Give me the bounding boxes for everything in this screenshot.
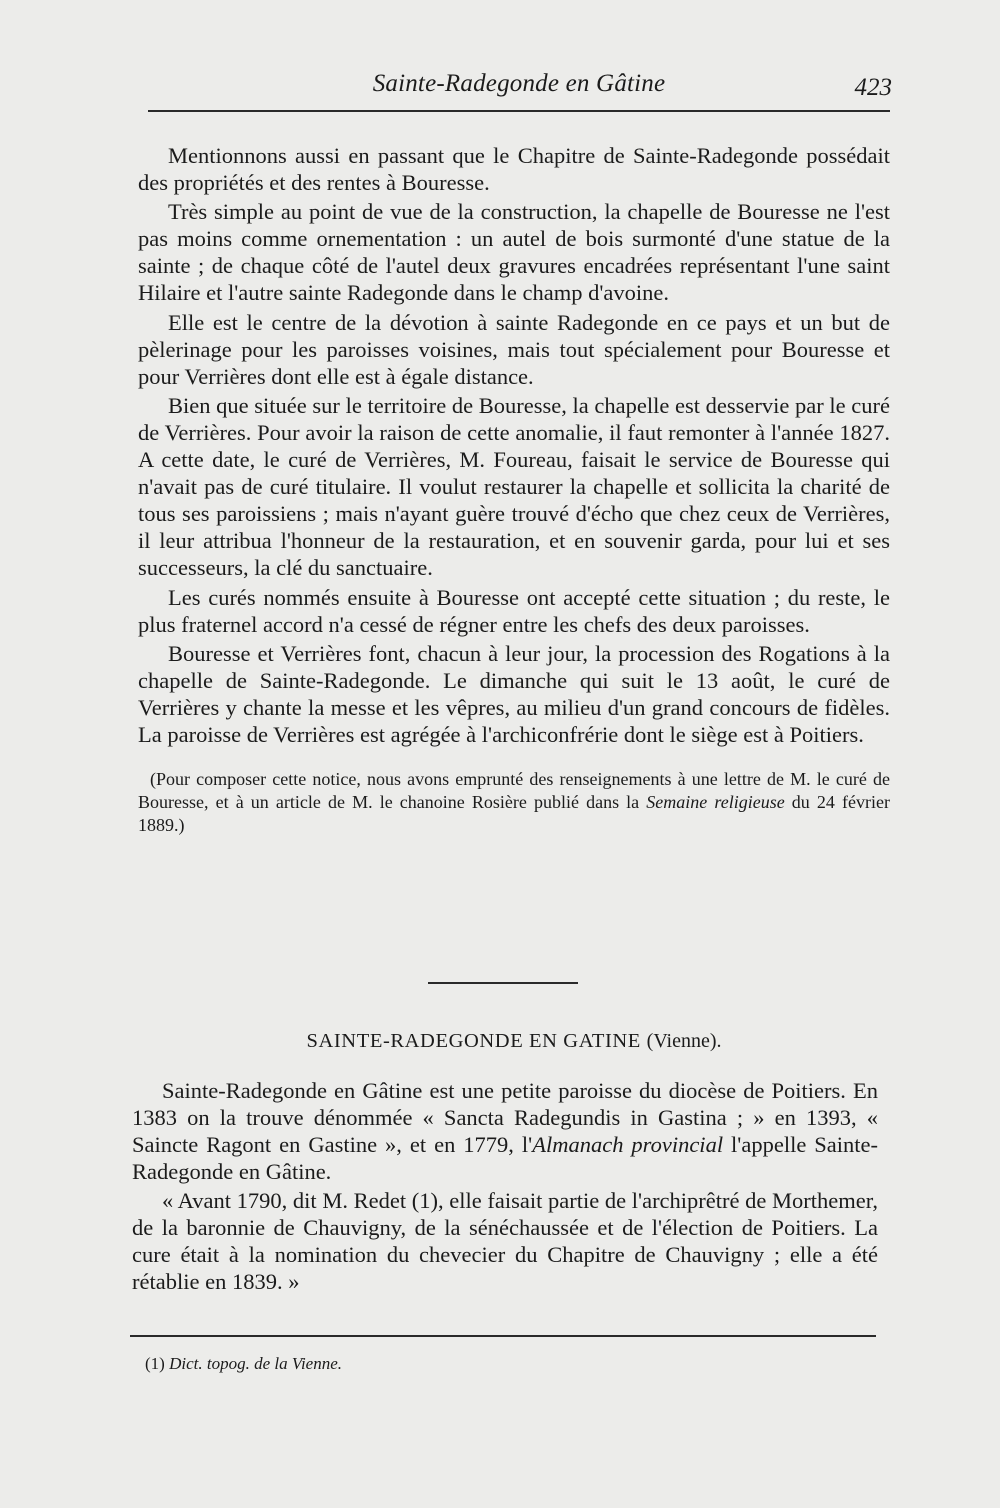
source-note: [138, 768, 890, 837]
page-number: 423: [854, 74, 892, 101]
paragraph-italic: Almanach provincial: [532, 1132, 724, 1157]
paragraph: Les curés nommés ensuite à Bouresse ont accepté cette situation ; du reste, le plus fraternel accord n'a cessé de régner entre les chefs des deux paroisses.: [138, 584, 890, 637]
main-text: [138, 142, 890, 837]
paragraph: Mentionnons aussi en passant que le Chapitre de Sainte-Radegonde possédait des propriétés et des rentes à Bouresse.: [138, 143, 890, 196]
paragraph: [132, 1077, 878, 1185]
source-note-text-end: du 24 février 1889.): [138, 792, 890, 836]
page-header: [148, 68, 890, 102]
paragraph: Elle est le centre de la dévotion à sainte Radegonde en ce pays et un but de pèlerinage pour les paroisses voisines, mais tout spécialement pour Bouresse et pour Verrières dont elle est à égale distance.: [138, 309, 890, 389]
source-note-text: (Pour composer cette notice, nous avons emprunté des renseignements à une lettre de M. le curé de Bouresse, et à un article de M. le chanoine Rosière publié dans la: [138, 769, 890, 813]
source-note-italic: Semaine religieuse: [646, 792, 785, 813]
paragraph: Bien que située sur le territoire de Bouresse, la chapelle est desservie par le curé de Verrières. Pour avoir la raison de cette anomalie, il faut remonter à l'année 1827. A cette date, le curé de Verrières, M. Foureau, faisait le service de Bouresse qui n'avait pas de curé titulaire. Il voulut restaurer la chapelle et sollicita la charité de tous ses paroissiens ; mais n'ayant guère trouvé d'écho que chez ceux de Verrières, il leur attribua l'honneur de la restauration, et en souvenir garda, pour lui et ses successeurs, la clé du sanctuaire.: [138, 392, 890, 581]
footnote-text: Dict. topog. de la Vienne.: [169, 1354, 343, 1373]
section-separator: [428, 982, 578, 984]
footnote-marker: (1): [145, 1354, 170, 1373]
paragraph: « Avant 1790, dit M. Redet (1), elle faisait partie de l'archiprêtré de Morthemer, de la baronnie de Chauvigny, de la sénéchaussée et de l'élection de Poitiers. La cure était à la nomination du chevecier du Chapitre de Chauvigny ; elle a été rétablie en 1839. »: [132, 1188, 878, 1294]
footnote-rule: [130, 1335, 876, 1337]
section-heading: [138, 1030, 890, 1053]
section-title: SAINTE-RADEGONDE EN GATINE: [306, 1030, 641, 1052]
paragraph-text: Sainte-Radegonde en Gâtine est une petite paroisse du diocèse de Poitiers. En 1383 on la trouve dénommée « Sancta Radegundis in Gastina ; » en 1393, « Saincte Ragont en Gastine », et en 1779, l': [132, 1078, 878, 1157]
paragraph: Très simple au point de vue de la construction, la chapelle de Bouresse ne l'est pas moins comme ornementation : un autel de bois surmonté d'une statue de la sainte ; de chaque côté de l'autel deux gravures encadrées représentant l'une saint Hilaire et l'autre sainte Radegonde dans le champ d'avoine.: [138, 199, 890, 306]
footnote: [145, 1353, 875, 1375]
running-title: Sainte-Radegonde en Gâtine: [372, 70, 666, 97]
section-text: [132, 1077, 878, 1297]
section-subtitle: (Vienne).: [646, 1030, 722, 1052]
header-rule: [148, 110, 890, 112]
paragraph-text-end: l'appelle Sainte-Radegonde en Gâtine.: [132, 1132, 879, 1184]
paragraph: Bouresse et Verrières font, chacun à leur jour, la procession des Rogations à la chapelle de Sainte-Radegonde. Le dimanche qui suit le 13 août, le curé de Verrières y chante la messe et les vêpres, au milieu d'un grand concours de fidèles. La paroisse de Verrières est agrégée à l'archiconfrérie dont le siège est à Poitiers.: [138, 640, 890, 747]
